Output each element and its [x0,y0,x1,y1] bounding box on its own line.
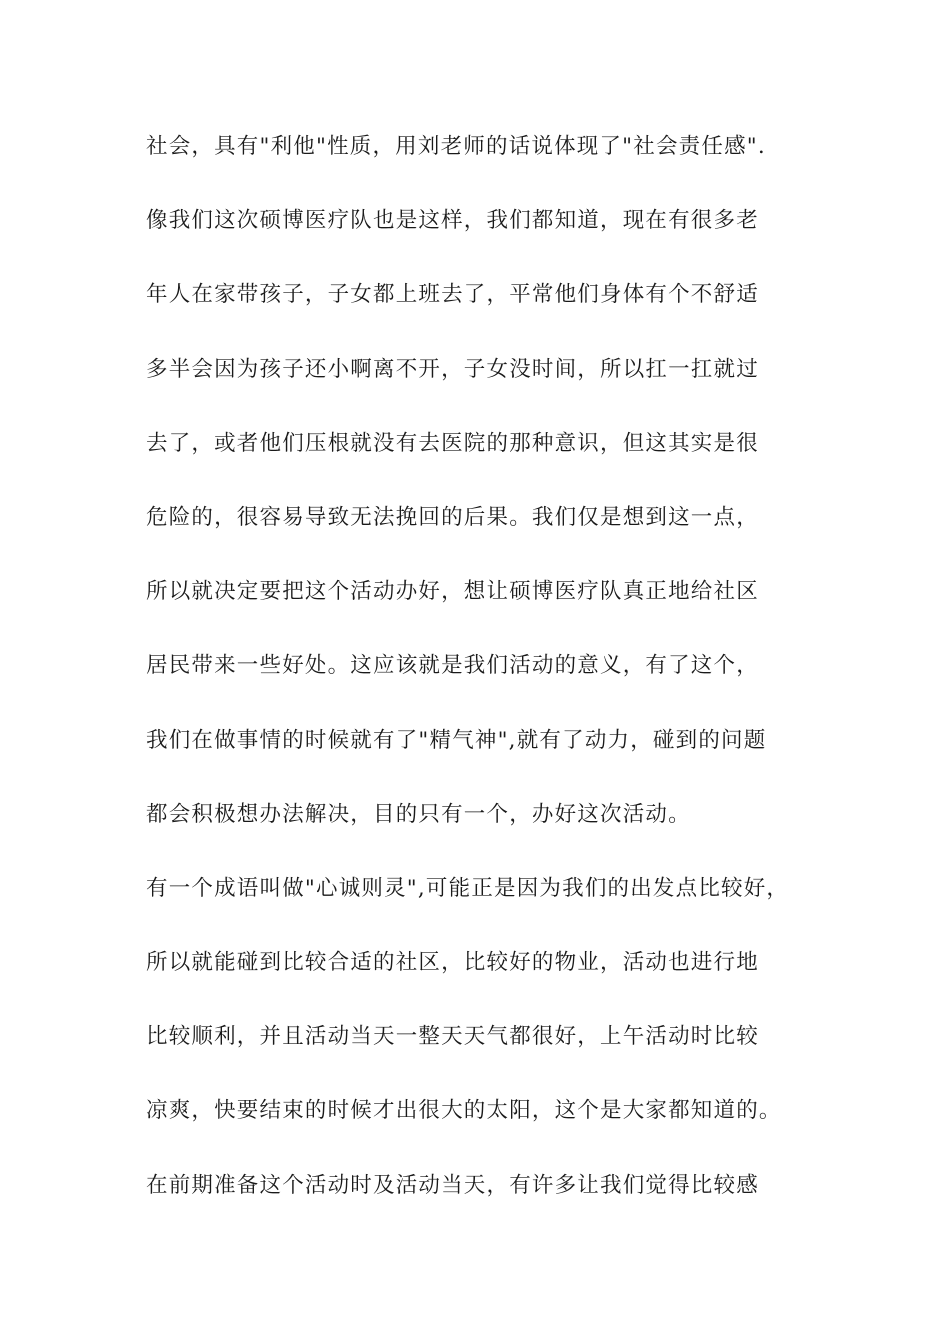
text-line: 凉爽，快要结束的时候才出很大的太阳，这个是大家都知道的。 [146,1098,782,1124]
body-text [146,127,826,1240]
text-line: 都会积极想办法解决，目的只有一个，办好这次活动。 [146,801,691,827]
text-line: 去了，或者他们压根就没有去医院的那种意识，但这其实是很 [146,430,759,456]
text-line: 社会，具有"利他"性质，用刘老师的话说体现了"社会责任感". [146,134,766,159]
text-line: 所以就能碰到比较合适的社区，比较好的物业，活动也进行地 [146,950,759,976]
text-line: 我们在做事情的时候就有了"精气神",就有了动力，碰到的问题 [146,727,767,753]
text-line: 年人在家带孩子，子女都上班去了，平常他们身体有个不舒适 [146,282,759,308]
text-line: 像我们这次硕博医疗队也是这样，我们都知道，现在有很多老 [146,208,759,234]
text-line: 比较顺利，并且活动当天一整天天气都很好，上午活动时比较 [146,1024,759,1050]
text-line: 有一个成语叫做"心诚则灵",可能正是因为我们的出发点比较好， [146,875,790,901]
text-line: 居民带来一些好处。这应该就是我们活动的意义，有了这个， [146,653,759,679]
text-line: 所以就决定要把这个活动办好，想让硕博医疗队真正地给社区 [146,579,759,605]
text-line: 多半会因为孩子还小啊离不开，子女没时间，所以扛一扛就过 [146,356,759,382]
text-line: 危险的，很容易导致无法挽回的后果。我们仅是想到这一点， [146,504,759,530]
text-line: 在前期准备这个活动时及活动当天，有许多让我们觉得比较感 [146,1172,759,1198]
